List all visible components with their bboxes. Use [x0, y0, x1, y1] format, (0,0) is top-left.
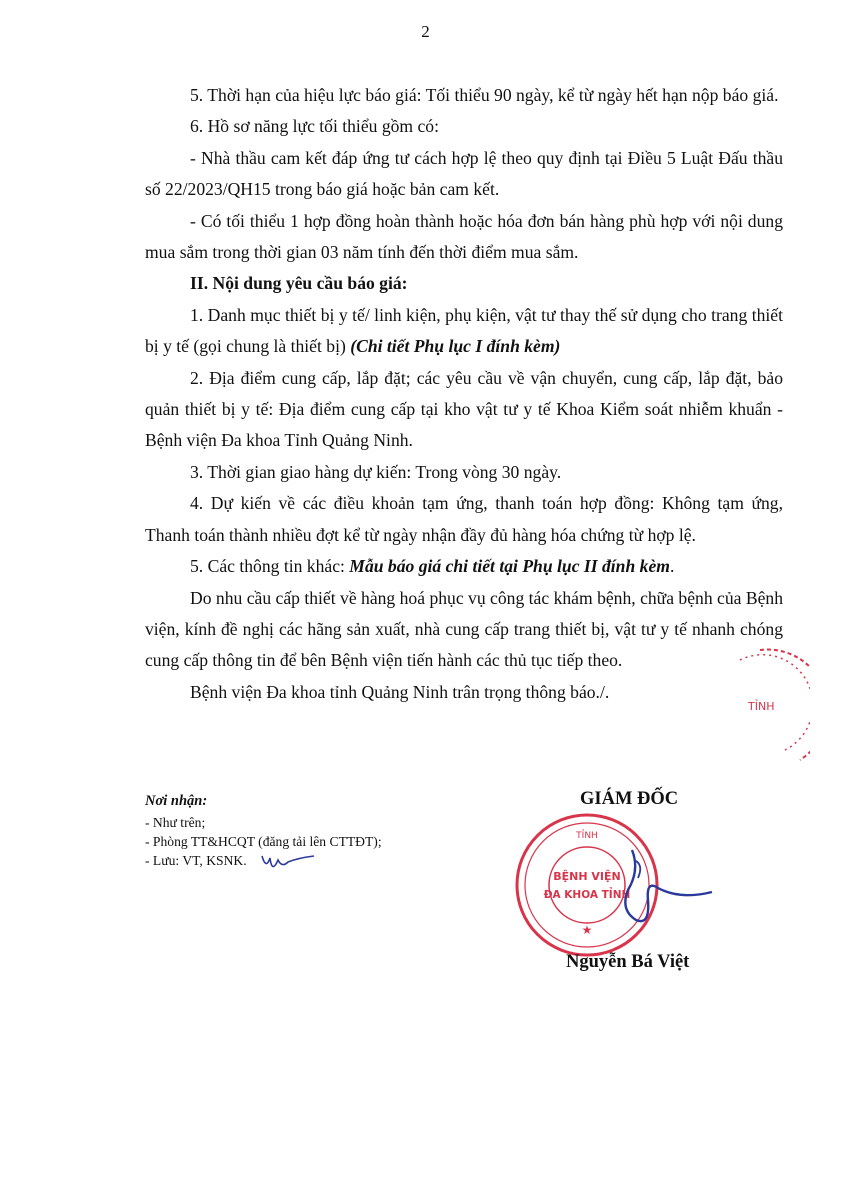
- closing-line: Bệnh viện Đa khoa tỉnh Quảng Ninh trân trọng thông báo./.: [190, 681, 610, 702]
- capability-item-2: - Có tối thiểu 1 hợp đồng hoàn thành hoặc hóa đơn bán hàng phù hợp với nội dung mua sắm trong thời gian 03 năm tính đến thời điểm mua sắm.: [145, 210, 783, 263]
- appendix-1-reference: (Chi tiết Phụ lục I đính kèm): [350, 336, 561, 357]
- recipients-title: Nơi nhận:: [145, 793, 208, 809]
- request-item-1: [145, 300, 783, 363]
- validity-paragraph: 5. Thời hạn của hiệu lực báo giá: Tối thiểu 90 ngày, kể từ ngày hết hạn nộp báo giá.: [190, 85, 779, 105]
- request-item-2: 2. Địa điểm cung cấp, lắp đặt; các yêu cầu về vận chuyển, cung cấp, lắp đặt, bảo quản thiết bị y tế: Địa điểm cung cấp tại kho vật tư y tế Khoa Kiểm soát nhiễm khuẩn - Bệnh viện Đa khoa Tỉnh Quảng Ninh.: [145, 367, 783, 451]
- stamp-line-1: BỆNH VIỆN: [553, 870, 621, 883]
- request-item-5-end: .: [669, 556, 675, 577]
- recipient-item: - Lưu: VT, KSNK.: [145, 853, 247, 868]
- capability-heading: 6. Hồ sơ năng lực tối thiểu gồm có:: [190, 116, 439, 137]
- section-heading: II. Nội dung yêu cầu báo giá:: [190, 273, 408, 294]
- recipient-item: - Phòng TT&HCQT (đăng tải lên CTTĐT);: [145, 834, 382, 849]
- document-body: [145, 80, 783, 708]
- director-title: GIÁM ĐỐC: [580, 789, 679, 809]
- svg-text:★: ★: [581, 923, 593, 937]
- page-number: 2: [421, 22, 430, 41]
- request-item-5: [145, 551, 783, 582]
- partial-stamp-text: TỈNH: [748, 700, 775, 713]
- request-paragraph: Do nhu cầu cấp thiết về hàng hoá phục vụ công tác khám bệnh, chữa bệnh của Bệnh viện, kính đề nghị các hãng sản xuất, nhà cung cấp trang thiết bị, vật tư y tế nhanh chóng cung cấp thông tin để bên Bệnh viện tiến hành các thủ tục tiếp theo.: [145, 587, 783, 671]
- request-item-5-text: 5. Các thông tin khác:: [190, 556, 350, 577]
- request-item-4: 4. Dự kiến về các điều khoản tạm ứng, thanh toán hợp đồng: Không tạm ứng, Thanh toán thành nhiều đợt kể từ ngày nhận đầy đủ hàng hóa chứng từ hợp lệ.: [145, 493, 783, 545]
- partial-stamp-edge: [700, 640, 810, 780]
- request-item-3: 3. Thời gian giao hàng dự kiến: Trong vòng 30 ngày.: [190, 461, 562, 482]
- initials-signature: [258, 848, 318, 878]
- stamp-ring-text: TỈNH: [576, 831, 598, 841]
- capability-item-1: - Nhà thầu cam kết đáp ứng tư cách hợp lệ theo quy định tại Điều 5 Luật Đấu thầu số 22/2023/QH15 trong báo giá hoặc bản cam kết.: [145, 147, 783, 200]
- recipient-item: - Như trên;: [145, 815, 206, 830]
- request-item-1-text: 1. Danh mục thiết bị y tế/ linh kiện, phụ kiện, vật tư thay thế sử dụng cho trang thiết bị y tế (gọi chung là thiết bị): [145, 304, 783, 357]
- stamp-line-2: ĐA KHOA TỈNH: [543, 889, 631, 901]
- appendix-2-reference: Mẫu báo giá chi tiết tại Phụ lục II đính kèm: [349, 556, 670, 577]
- director-name: Nguyễn Bá Việt: [566, 952, 690, 972]
- director-signature: [610, 840, 720, 935]
